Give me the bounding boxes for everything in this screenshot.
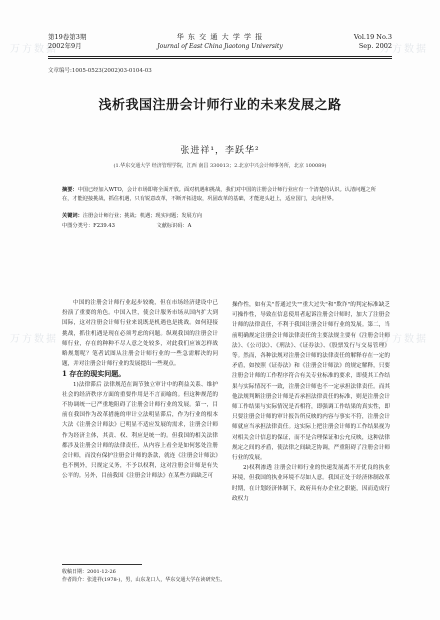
watermark: 万方数据 [10, 334, 58, 345]
watermark: 万方数据 [380, 334, 428, 345]
author-affiliation: (1.华东交通大学 经济管理学院，江西 南昌 330013；2.北京中兴会计师事务所，北京 100089) [113, 163, 327, 169]
received-date: 收稿日期：2001-12-26 [62, 569, 116, 575]
classification [62, 222, 231, 230]
paper-authors: 张进祥¹，李跃华² [180, 146, 260, 156]
paper-title: 浅析我国注册会计师行业的未来发展之路 [98, 98, 342, 113]
document-code: 文献标识码：A [156, 223, 192, 229]
body-paragraph: 1)法律滞后 法律规范在调节独立审计中的利益关系、维护社会的经济秩序方面的重要作用是不言而喻的。但这种规范的不协调统一已严重地阻碍了注册会计师行业的发展。第一，目前在我国作为改革措施的审计立法明显滞后，作为行业的根本大法《注册会计师法》已明显不适应发展的需求，注册会计师作为经济主体，其责、权、利应是统一的。但我国的相关法律都涉及注册会计师的法律责任，从内容上看全是如何惩处注册会计师，而没有保护注册会计师的条款，就连《注册会计师法》也不例外，只规定义务，不予以权利，这对注册会计师是有失公平的。另外，目前我国《注册会计师法》在某些方面缺乏可 [62, 381, 218, 480]
journal-name-en: Journal of East China Jiaotong University [157, 43, 283, 50]
header-rule-thin [48, 58, 392, 59]
abstract-label: 摘要： [62, 187, 78, 193]
journal-header [48, 30, 392, 56]
body-paragraph: 操作性，如有关"普通过失""重大过失"和"欺诈"的判定标准缺乏可操作性，导致在信息使用者起诉注册会计师时，加大了注册会计师的法律责任，不利于我国注册会计师行业的发展。第二，当前明确规定注册会计师法律责任的主要法规主要有《注册会计师法》、《公司法》、《刑法》、《证券法》、《股票发行与交易管理》等。然而，各种法规对注册会计师的法律责任的解释存在一定的矛盾，如按照《证券法》和《注册会计师法》的规定解释，只要注册会计师的工作程序符合有关专业标准的要求，即使其工作结果与实际情况不一致，注册会计师也不一定承担法律责任。而其他法规判断注册会计师是否承担法律责任的标准，则是注册会计师工作结果与实际情况是否相符，即强调工作结果的真实性，即只要注册会计师的审计报告所反映的内容与事实不符，注册会计师就应当承担法律责任。这实际上把注册会计师的工作结果视为对相关会计信息的保证，而不是合理保证和公允反映，这种法律规定之间的矛盾，使法律之间缺乏协调，严重阻碍了注册会计师行业的发展。 [232, 302, 390, 462]
clc-number: 中图分类号：F239.43 [62, 223, 115, 229]
watermark: 万方数据 [10, 44, 58, 55]
keywords-text: 注册会计师行业；挑战；机遇；现实问题；发展方向 [82, 213, 203, 219]
journal-name [48, 33, 392, 51]
footnote [62, 568, 225, 584]
article-id: 文章编号:1005-0523(2002)03-0104-03 [48, 68, 152, 74]
left-column [62, 298, 218, 482]
issue-info-right [354, 33, 392, 51]
author-bio: 作者简介：张进祥(1978-)，男，山东龙口人，华东交通大学在读研究生。 [62, 577, 226, 583]
footnote-rule [62, 564, 142, 565]
volume-issue-cn: 第19卷第3期 [48, 33, 87, 41]
abstract [62, 186, 378, 203]
date-en: Sep. 2002 [358, 42, 392, 50]
keywords-label: 关键词： [62, 213, 83, 219]
section-heading: 1 存在的现实问题。 [62, 369, 126, 379]
body-paragraph: 2)权利渗透 注册会计师行业的快速发展离不开优良的执业环境，但我国的执业环境不尽如人意。我国正处于经济体制改革时期，在计划经济体制下，政府具有办企业之职能，因而造成行政权力 [232, 465, 390, 502]
right-column [232, 300, 390, 504]
date-cn: 2002年9月 [48, 42, 82, 50]
watermark: 万方数据 [380, 44, 428, 55]
journal-name-cn: 华 东 交 通 大 学 学 报 [176, 33, 264, 41]
volume-issue-en: Vol.19 No.3 [353, 33, 392, 41]
intro-paragraph: 中国的注册会计师行业起步较晚，但在市场经济建设中已扮演了重要的角色。中国入世，使会计服务市场从国内扩大到国际，这对注册会计师行业来说既是机遇也是挑战。如何迎接挑战，抓住机遇是现在必须考虑的问题。纵观我国的注册会计师行业，存在的种种不尽人意之处较多，对此我们应该怎样战略规划呢？笔者试图从注册会计师行业的一些急需解决的问题，并对注册会计师行业的发展提出一些观点。 [62, 300, 218, 368]
abstract-text: 中国已经加入WTO，会计市场即将全面开放。面对机遇和挑战，我们对中国的注册会计师行业应有一个清楚的认识。认清问题之所在，才能迎接挑战，抓住机遇，只有锐意改革，不断开拓进取，巩固改革的基础，才能迎头赶上，适应国门，走向世界。 [62, 187, 376, 202]
keywords [62, 212, 378, 220]
header-rule [48, 56, 392, 57]
